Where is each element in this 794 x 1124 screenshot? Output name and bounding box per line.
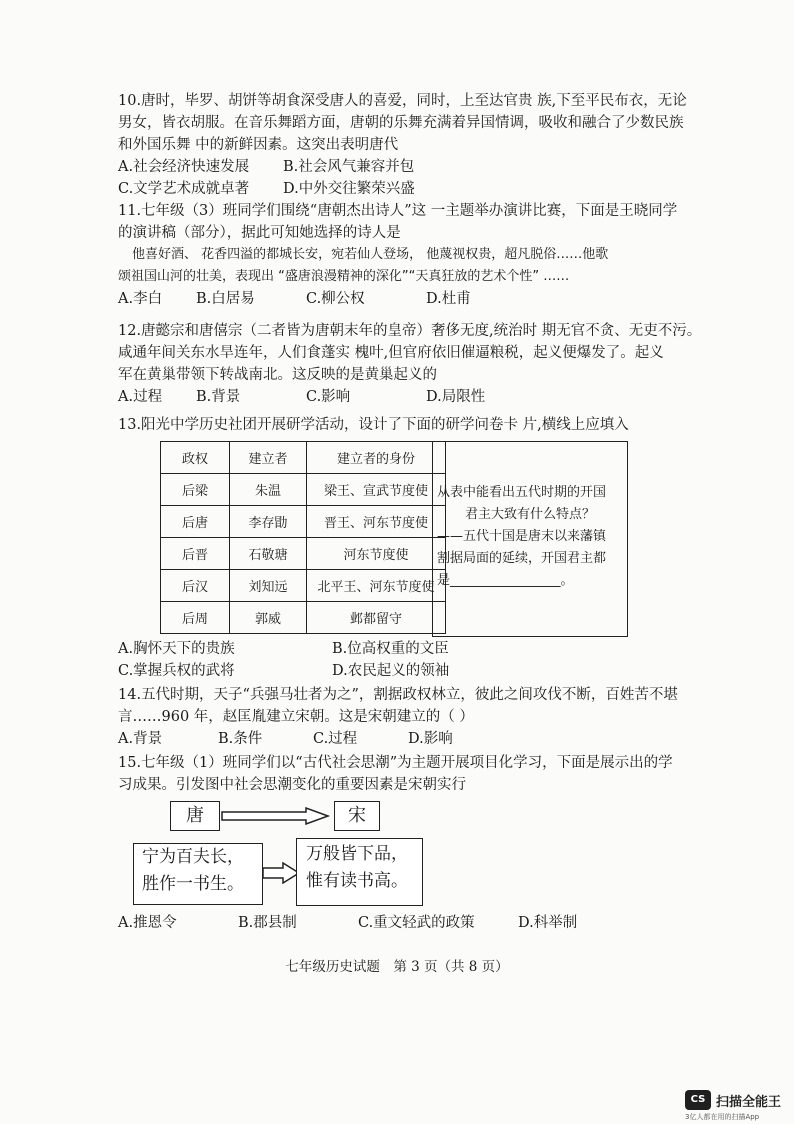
quote-text: 颂祖国山河的壮美，表现出 “盛唐浪漫精神的深化”“天真狂放的艺术个性” …… [118,269,570,284]
table-cell: 刘知远 [230,570,307,602]
question-text: 习成果。引发图中社会思潮变化的重要因素是宋朝实行 [118,777,466,793]
table-cell: 后汉 [161,570,230,602]
options [118,288,718,310]
question-text: 的演讲稿（部分），据此可知她选择的诗人是 [118,225,401,241]
table-cell: 邺都留守 [307,602,446,634]
option-c[interactable]: C.重文轻武的政策 [358,915,475,931]
options [118,386,718,408]
logo-name: 扫描全能王 [716,1094,782,1110]
table-cell: 晋王、河东节度使 [307,506,446,538]
option-c[interactable]: C.过程 [313,731,358,747]
table-header-row [161,442,446,474]
table-row [161,538,446,570]
column-header: 政权 [161,442,230,474]
note-line: 君主大致有什么特点？ [465,507,596,522]
table-cell: 后梁 [161,474,230,506]
option-b[interactable]: B.社会风气兼容并包 [283,159,415,175]
table-row [161,506,446,538]
regime-table [160,441,446,634]
option-c[interactable]: C.掌握兵权的武将 [118,663,235,679]
table-cell: 后周 [161,602,230,634]
scanner-logo [685,1090,781,1122]
question-text: 11.七年级（3）班同学们围绕“唐朝杰出诗人”这 一主题举办演讲比赛，下面是王晓同学 [118,203,678,219]
table-cell: 后晋 [161,538,230,570]
column-header: 建立者 [230,442,307,474]
saying-line: 胜作一书生。 [142,874,244,894]
option-d[interactable]: D.影响 [408,731,453,747]
table-cell: 朱温 [230,474,307,506]
option-d[interactable]: D.杜甫 [426,291,471,307]
options [118,728,718,750]
question-text: 14.五代时期，天子“兵强马壮者为之”，割据政权林立，彼此之间攻伐不断，百姓苦不堪 [118,687,678,703]
table-cell: 后唐 [161,506,230,538]
table-cell: 河东节度使 [307,538,446,570]
arrow-right-icon [220,807,332,825]
saying-line: 万般皆下品， [306,844,408,864]
note-line: 割据局面的延续，开国君主都 [437,551,607,566]
table-cell: 郭威 [230,602,307,634]
quote-text: 他喜好酒、 花香四溢的都城长安，宛若仙人登场， 他蔑视权贵，超凡脱俗……他歌 [132,247,609,262]
song-label-box: 宋 [334,801,380,831]
option-d[interactable]: D.局限性 [426,389,486,405]
option-b[interactable]: B.条件 [218,731,263,747]
option-c[interactable]: C.影响 [306,389,351,405]
table-cell: 北平王、河东节度使 [307,570,446,602]
question-10 [118,90,718,200]
question-text: 咸通年间关东水旱连年，人们食蓬实 槐叶,但官府依旧催逼粮税，起义便爆发了。起义 [118,345,664,361]
question-text: 军在黄巢带领下转战南北。这反映的是黄巢起义的 [118,367,437,383]
option-b[interactable]: B.位高权重的文臣 [332,641,449,657]
question-12 [118,320,718,408]
arrow-right-icon [261,862,301,884]
note-line: 从表中能看出五代时期的开国 [437,485,607,500]
question-15-options [118,912,718,934]
option-d[interactable]: D.农民起义的领袖 [332,663,450,679]
table-row [161,602,446,634]
table-cell: 石敬瑭 [230,538,307,570]
tang-label-box: 唐 [170,801,220,831]
question-13 [118,414,718,436]
question-text: 和外国乐舞 中的新鲜因素。这突出表明唐代 [118,137,399,153]
saying-line: 惟有读书高。 [306,871,408,891]
question-15 [118,752,718,796]
tang-saying-box [133,843,263,905]
note-answer-blank[interactable]: 是_________________。 [437,573,574,588]
question-11 [118,200,718,310]
options [118,912,718,934]
note-line: ——五代十国是唐末以来藩镇 [437,529,607,544]
option-a[interactable]: A.李白 [118,291,163,307]
table-row [161,474,446,506]
table-row [161,570,446,602]
logo-tagline: 3亿人都在用的扫描App [685,1113,760,1121]
question-text: 13.阳光中学历史社团开展研学活动，设计了下面的研学问卷卡 片,横线上应填入 [118,417,629,433]
question-text: 10.唐时，毕罗、胡饼等胡食深受唐人的喜爱，同时，上至达官贵 族,下至平民布衣，无论 [118,93,687,109]
option-d[interactable]: D.科举制 [518,915,578,931]
options [118,178,718,200]
option-a[interactable]: A.过程 [118,389,163,405]
song-saying-box [296,838,423,906]
saying-line: 宁为百夫长， [142,847,244,867]
options [118,638,718,660]
option-a[interactable]: A.推恩令 [118,915,177,931]
option-b[interactable]: B.背景 [196,389,241,405]
option-b[interactable]: B.郡县制 [238,915,297,931]
option-c[interactable]: C.文学艺术成就卓著 [118,181,250,197]
options [118,660,718,682]
cs-logo-icon: CS [685,1090,711,1110]
option-b[interactable]: B.白居易 [196,291,255,307]
option-d[interactable]: D.中外交往繁荣兴盛 [283,181,415,197]
question-card-note [432,441,628,637]
page-footer: 七年级历史试题 第 3 页（共 8 页） [285,959,509,975]
option-a[interactable]: A.背景 [118,731,163,747]
table-cell: 李存勖 [230,506,307,538]
table-cell: 梁王、宣武节度使 [307,474,446,506]
question-text: 15.七年级（1）班同学们以“古代社会思潮”为主题开展项目化学习，下面是展示出的学 [118,755,673,771]
question-text: 男女，皆衣胡服。在音乐舞蹈方面，唐朝的乐舞充满着异国情调，吸收和融合了少数民族 [118,115,684,131]
question-13-options [118,638,718,682]
question-text: 言……960 年，赵匡胤建立宋朝。这是宋朝建立的（ ） [118,709,474,725]
question-14 [118,684,718,750]
option-c[interactable]: C.柳公权 [306,291,365,307]
question-text: 12.唐懿宗和唐僖宗（二者皆为唐朝末年的皇帝）奢侈无度,统治时 期无官不贪、无吏不污。 [118,323,702,339]
options [118,156,718,178]
option-a[interactable]: A.胸怀天下的贵族 [118,641,235,657]
option-a[interactable]: A.社会经济快速发展 [118,159,250,175]
column-header: 建立者的身份 [307,442,446,474]
